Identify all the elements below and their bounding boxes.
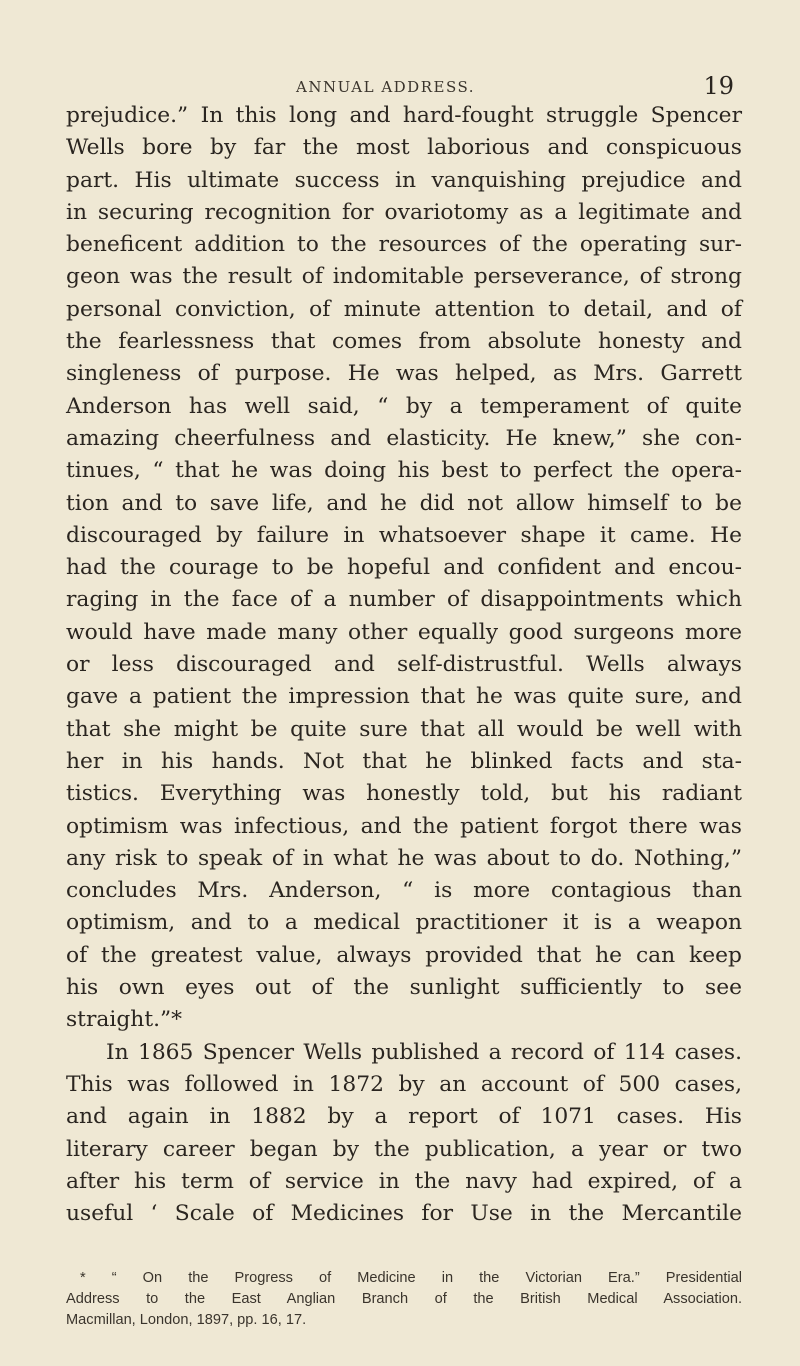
text-line: In 1865 Spencer Wells published a record of 114 cases. [106,1039,742,1065]
text-line: part. His ultimate success in vanquishing prejudice and [66,167,742,193]
text-line: raging in the face of a number of disappointments which [66,587,742,613]
text-line: This was followed in 1872 by an account of 500 cases, [66,1071,742,1097]
footnote-line: Macmillan, London, 1897, pp. 16, 17. [66,1312,307,1328]
text-line: straight.”* [66,1007,183,1033]
text-line: had the courage to be hopeful and confident and encou- [66,555,742,581]
text-line: tion and to save life, and he did not allow himself to be [66,490,742,516]
text-line: optimism was infectious, and the patient forgot there was [66,813,742,839]
text-line: discouraged by failure in whatsoever shape it came. He [66,522,742,548]
text-line: useful ‘ Scale of Medicines for Use in the Mercantile [66,1201,742,1227]
text-line: that she might be quite sure that all would be well with [66,716,742,742]
text-line: after his term of service in the navy had expired, of a [66,1168,742,1194]
text-line: literary career began by the publication, a year or two [66,1136,742,1162]
text-line: Anderson has well said, “ by a temperament of quite [66,393,742,419]
text-line: of the greatest value, always provided that he can keep [66,942,742,968]
body-text [66,100,742,1230]
text-line: his own eyes out of the sunlight sufficiently to see [66,975,742,1001]
text-line: optimism, and to a medical practitioner it is a weapon [66,910,742,936]
text-line: would have made many other equally good surgeons more [66,619,742,645]
text-line: Wells bore by far the most laborious and conspicuous [66,135,742,161]
text-line: the fearlessness that comes from absolute honesty and [66,329,742,355]
text-line: tinues, “ that he was doing his best to perfect the opera- [66,458,742,484]
footnote-line: Address to the East Anglian Branch of the British Medical Association. [66,1291,742,1307]
text-line: concludes Mrs. Anderson, “ is more contagious than [66,878,742,904]
text-line: or less discouraged and self-distrustful. Wells always [66,652,742,678]
text-line: tistics. Everything was honestly told, but his radiant [66,781,742,807]
text-line: beneficent addition to the resources of the operating sur- [66,232,742,258]
text-line: and again in 1882 by a report of 1071 cases. His [66,1104,742,1130]
running-head: ANNUAL ADDRESS. [296,78,475,96]
text-line: in securing recognition for ovariotomy as a legitimate and [66,199,742,225]
footnote-line: * “ On the Progress of Medicine in the Victorian Era.” Presidential [80,1270,742,1286]
text-line: prejudice.” In this long and hard-fought struggle Spencer [66,103,742,128]
text-line: any risk to speak of in what he was about to do. Nothing,” [66,845,742,871]
text-line: personal conviction, of minute attention to detail, and of [66,296,742,322]
page-number: 19 [703,72,734,100]
text-line: her in his hands. Not that he blinked facts and sta- [66,748,742,774]
text-line: amazing cheerfulness and elasticity. He knew,” she con- [66,425,742,451]
text-line: geon was the result of indomitable perseverance, of strong [66,264,742,290]
footnote [66,1268,742,1331]
text-line: singleness of purpose. He was helped, as Mrs. Garrett [66,361,742,387]
text-line: gave a patient the impression that he was quite sure, and [66,684,742,710]
